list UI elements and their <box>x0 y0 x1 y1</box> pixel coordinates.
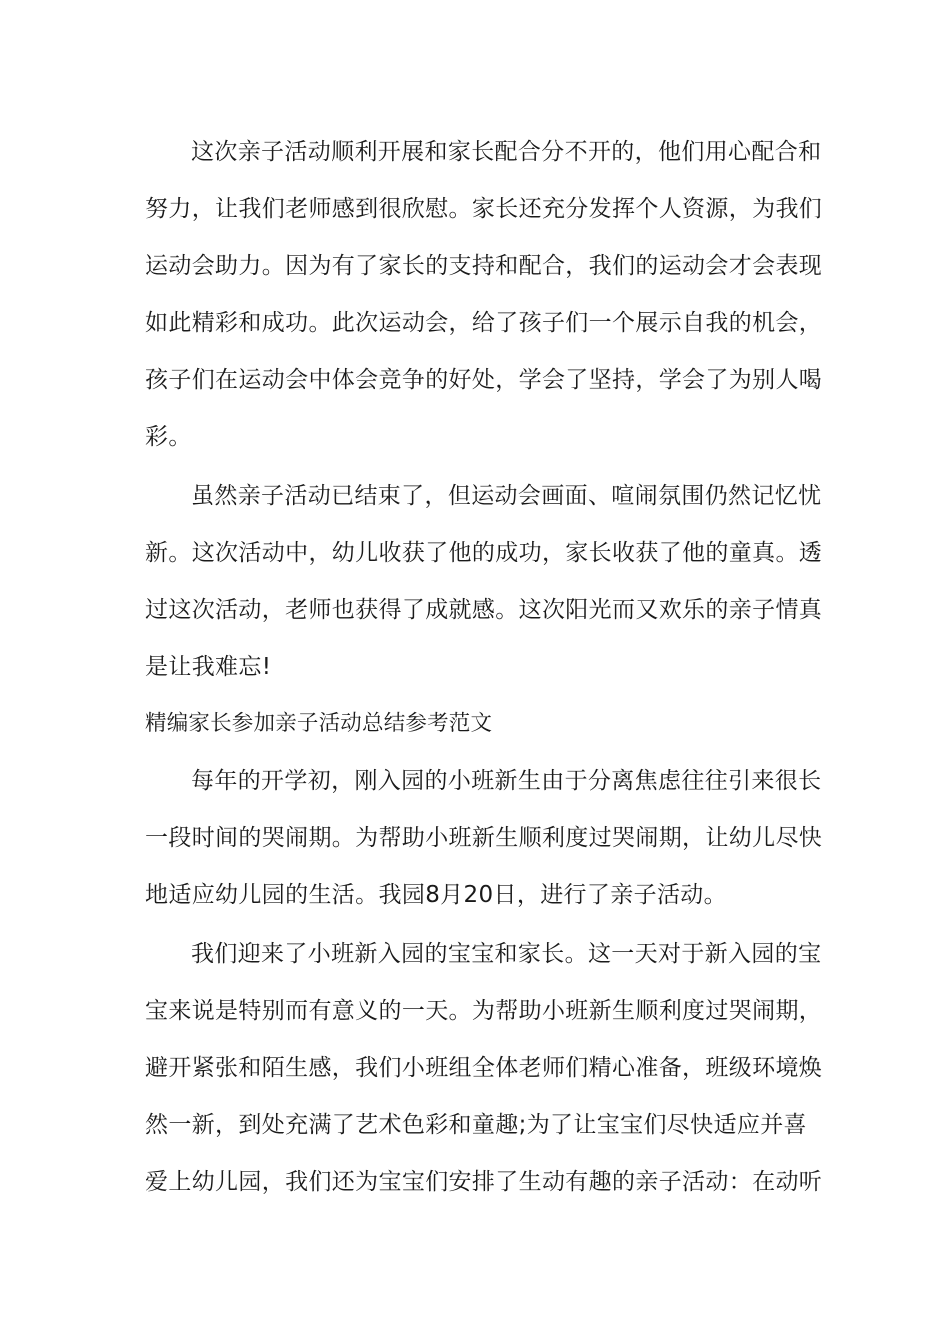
paragraph-line: 孩子们在运动会中体会竞争的好处，学会了坚持，学会了为别人喝 <box>145 367 823 393</box>
paragraph-line: 我们迎来了小班新入园的宝宝和家长。这一天对于新入园的宝 <box>191 941 822 967</box>
paragraph-line: 努力，让我们老师感到很欣慰。家长还充分发挥个人资源，为我们 <box>145 196 823 222</box>
paragraph-line: 新。这次活动中，幼儿收获了他的成功，家长收获了他的童真。透 <box>145 540 823 566</box>
paragraph-line: 运动会助力。因为有了家长的支持和配合，我们的运动会才会表现 <box>145 253 823 279</box>
paragraph-line: 地适应幼儿园的生活。我园8月20日，进行了亲子活动。 <box>145 882 727 908</box>
paragraph-line: 然一新，到处充满了艺术色彩和童趣;为了让宝宝们尽快适应并喜 <box>145 1112 807 1138</box>
paragraph-line: 一段时间的哭闹期。为帮助小班新生顺利度过哭闹期，让幼儿尽快 <box>145 825 823 851</box>
paragraph-line: 避开紧张和陌生感，我们小班组全体老师们精心准备，班级环境焕 <box>145 1055 823 1081</box>
paragraph-line: 彩。 <box>145 424 192 450</box>
paragraph-line: 是让我难忘! <box>145 654 272 680</box>
section-heading: 精编家长参加亲子活动总结参考范文 <box>145 711 493 736</box>
paragraph-line: 如此精彩和成功。此次运动会，给了孩子们一个展示自我的机会， <box>145 310 823 336</box>
paragraph-line: 爱上幼儿园，我们还为宝宝们安排了生动有趣的亲子活动：在动听 <box>145 1169 823 1195</box>
paragraph-line: 宝来说是特别而有意义的一天。为帮助小班新生顺利度过哭闹期， <box>145 998 823 1024</box>
paragraph-line: 每年的开学初，刚入园的小班新生由于分离焦虑往往引来很长 <box>191 768 822 794</box>
paragraph-line: 虽然亲子活动已结束了，但运动会画面、喧闹氛围仍然记忆忧 <box>191 483 822 509</box>
paragraph-line: 这次亲子活动顺利开展和家长配合分不开的，他们用心配合和 <box>191 139 822 165</box>
paragraph-line: 过这次活动，老师也获得了成就感。这次阳光而又欢乐的亲子情真 <box>145 597 823 623</box>
